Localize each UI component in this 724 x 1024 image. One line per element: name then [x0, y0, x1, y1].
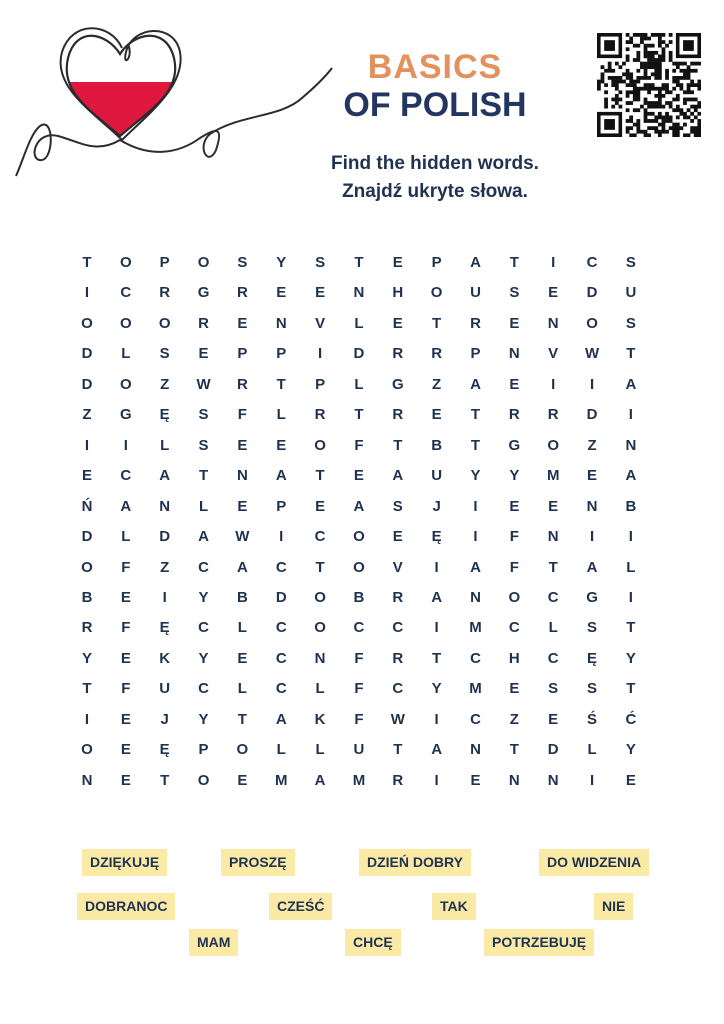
- grid-letter: E: [81, 467, 92, 485]
- grid-letter: Ę: [587, 649, 598, 667]
- grid-letter: O: [81, 314, 93, 332]
- grid-letter: C: [470, 649, 481, 667]
- grid-letter: I: [473, 497, 478, 515]
- grid-letter: E: [509, 375, 520, 393]
- grid-letter: O: [158, 314, 171, 332]
- grid-letter: D: [586, 406, 598, 424]
- grid-letter: C: [547, 649, 559, 667]
- grid-letter: O: [430, 284, 443, 302]
- grid-letter: T: [393, 741, 403, 759]
- grid-letter: E: [509, 680, 520, 698]
- grid-letter: E: [470, 771, 481, 789]
- grid-letter: R: [508, 406, 520, 424]
- grid-letter: M: [469, 680, 482, 698]
- grid-letter: C: [392, 680, 404, 698]
- grid-letter: Ę: [159, 741, 170, 759]
- grid-letter: F: [354, 710, 364, 728]
- grid-letter: O: [120, 375, 132, 393]
- grid-letter: C: [314, 528, 326, 546]
- grid-letter: S: [237, 254, 248, 271]
- grid-letter: L: [160, 436, 170, 454]
- grid-letter: N: [470, 588, 481, 606]
- grid-letter: P: [470, 345, 481, 363]
- grid-letter: R: [392, 588, 404, 606]
- grid-letter: E: [315, 284, 326, 302]
- grid-letter: Z: [160, 375, 170, 393]
- grid-letter: T: [354, 254, 364, 271]
- word-chip-dziekuje: DZIĘKUJĘ: [82, 849, 167, 876]
- grid-letter: T: [626, 680, 636, 698]
- grid-letter: O: [120, 254, 132, 271]
- grid-letter: Y: [625, 649, 636, 667]
- grid-letter: A: [470, 558, 481, 576]
- grid-letter: N: [547, 528, 559, 546]
- grid-letter: R: [392, 771, 404, 789]
- grid-letter: W: [390, 710, 405, 728]
- grid-letter: F: [354, 649, 364, 667]
- grid-letter: R: [236, 284, 248, 302]
- grid-letter: R: [81, 619, 93, 637]
- grid-letter: H: [392, 284, 404, 302]
- grid-letter: M: [352, 771, 366, 789]
- grid-letter: P: [237, 345, 248, 363]
- grid-letter: Y: [625, 741, 636, 759]
- grid-letter: N: [81, 771, 93, 789]
- grid-letter: E: [548, 284, 559, 302]
- grid-letter: N: [314, 649, 326, 667]
- grid-letter: I: [589, 528, 595, 546]
- grid-letter: O: [508, 588, 521, 606]
- grid-letter: A: [586, 558, 598, 576]
- grid-letter: E: [237, 497, 248, 515]
- grid-letter: T: [82, 254, 92, 271]
- grid-letter: R: [392, 649, 404, 667]
- grid-letter: O: [314, 619, 326, 637]
- word-chip-potrzebuje: POTRZEBUJĘ: [484, 929, 594, 956]
- grid-letter: Y: [276, 254, 287, 271]
- grid-letter: G: [586, 588, 598, 606]
- grid-letter: Ę: [159, 406, 170, 424]
- grid-letter: I: [84, 436, 90, 454]
- grid-letter: I: [473, 528, 478, 546]
- grid-letter: I: [628, 406, 633, 424]
- grid-letter: B: [81, 588, 93, 606]
- grid-letter: L: [315, 680, 325, 698]
- grid-letter: C: [120, 284, 132, 302]
- grid-letter: T: [276, 375, 286, 393]
- grid-letter: A: [275, 710, 287, 728]
- grid-letter: C: [275, 619, 287, 637]
- grid-letter: T: [626, 345, 636, 363]
- grid-letter: T: [315, 467, 325, 485]
- grid-letter: S: [625, 254, 636, 271]
- grid-letter: D: [547, 741, 559, 759]
- grid-letter: T: [626, 619, 636, 637]
- grid-letter: E: [548, 710, 559, 728]
- grid-letter: I: [589, 375, 595, 393]
- grid-letter: I: [628, 528, 633, 546]
- grid-letter: A: [431, 588, 443, 606]
- grid-letter: C: [120, 467, 132, 485]
- grid-letter: K: [159, 649, 171, 667]
- grid-letter: A: [625, 375, 637, 393]
- grid-letter: E: [120, 710, 131, 728]
- grid-letter: R: [159, 284, 171, 302]
- grid-letter: S: [315, 254, 326, 271]
- grid-letter: T: [354, 406, 364, 424]
- grid-letter: S: [587, 619, 598, 637]
- grid-letter: P: [276, 497, 287, 515]
- grid-letter: A: [198, 528, 209, 546]
- word-chip-dobranoc: DOBRANOC: [77, 893, 175, 920]
- grid-letter: L: [121, 528, 131, 546]
- word-chip-mam: MAM: [189, 929, 238, 956]
- grid-letter: D: [353, 345, 365, 363]
- grid-letter: Y: [470, 467, 481, 485]
- grid-letter: L: [121, 345, 131, 363]
- grid-letter: A: [431, 741, 443, 759]
- grid-letter: C: [198, 558, 209, 576]
- grid-letter: N: [353, 284, 365, 302]
- grid-letter: R: [198, 314, 209, 332]
- grid-letter: E: [120, 649, 131, 667]
- grid-letter: Ć: [625, 710, 637, 728]
- grid-letter: Y: [198, 588, 209, 606]
- grid-letter: E: [120, 588, 131, 606]
- grid-letter: L: [587, 741, 597, 759]
- grid-letter: E: [237, 649, 248, 667]
- grid-letter: F: [121, 680, 131, 698]
- grid-letter: G: [391, 375, 404, 393]
- grid-letter: N: [625, 436, 637, 454]
- grid-letter: Z: [432, 375, 442, 393]
- grid-letter: A: [470, 375, 481, 393]
- grid-letter: N: [586, 497, 598, 515]
- grid-letter: O: [314, 588, 326, 606]
- grid-letter: Ę: [431, 528, 442, 546]
- grid-letter: N: [547, 771, 559, 789]
- grid-letter: T: [393, 436, 403, 454]
- grid-letter: T: [82, 680, 92, 698]
- grid-letter: N: [508, 771, 520, 789]
- grid-letter: C: [198, 619, 209, 637]
- grid-letter: A: [625, 467, 637, 485]
- grid-letter: R: [470, 314, 481, 332]
- grid-letter: G: [120, 406, 132, 424]
- grid-letter: O: [197, 254, 210, 271]
- grid-letter: O: [353, 528, 365, 546]
- grid-letter: F: [354, 436, 364, 454]
- grid-letter: S: [625, 314, 636, 332]
- grid-letter: S: [198, 436, 209, 454]
- grid-letter: E: [509, 497, 520, 515]
- grid-letter: E: [120, 771, 131, 789]
- grid-letter: A: [275, 467, 287, 485]
- word-chip-czesc: CZEŚĆ: [269, 893, 332, 920]
- grid-letter: N: [275, 314, 287, 332]
- grid-letter: I: [318, 345, 323, 363]
- grid-letter: U: [159, 680, 171, 698]
- grid-letter: B: [353, 588, 365, 606]
- grid-letter: T: [237, 710, 247, 728]
- grid-letter: G: [197, 284, 210, 302]
- grid-letter: W: [584, 345, 600, 363]
- grid-letter: S: [548, 680, 559, 698]
- grid-letter: R: [431, 345, 443, 363]
- grid-letter: A: [159, 467, 171, 485]
- grid-letter: Z: [160, 558, 170, 576]
- grid-letter: P: [431, 254, 442, 271]
- grid-letter: O: [81, 741, 93, 759]
- grid-letter: E: [353, 467, 364, 485]
- grid-letter: M: [546, 467, 560, 485]
- grid-letter: T: [509, 741, 519, 759]
- grid-letter: I: [434, 619, 439, 637]
- title-line-2: OF POLISH: [343, 86, 527, 124]
- grid-letter: E: [392, 314, 403, 332]
- grid-letter: I: [589, 771, 595, 789]
- grid-letter: V: [392, 558, 403, 576]
- grid-letter: E: [392, 528, 403, 546]
- grid-letter: Y: [509, 467, 520, 485]
- grid-letter: A: [470, 254, 481, 271]
- grid-letter: E: [315, 497, 326, 515]
- grid-letter: Y: [198, 710, 209, 728]
- grid-letter: E: [276, 284, 287, 302]
- grid-letter: I: [84, 710, 90, 728]
- grid-letter: T: [160, 771, 170, 789]
- grid-letter: F: [121, 619, 131, 637]
- word-chip-chce: CHCĘ: [345, 929, 401, 956]
- grid-letter: B: [236, 588, 248, 606]
- grid-letter: Y: [431, 680, 442, 698]
- grid-letter: I: [279, 528, 284, 546]
- grid-letter: A: [353, 497, 365, 515]
- grid-letter: C: [198, 680, 209, 698]
- grid-letter: U: [353, 741, 365, 759]
- title-line-1: BASICS: [367, 48, 503, 86]
- word-chip-do-widzenia: DO WIDZENIA: [539, 849, 649, 876]
- grid-letter: R: [236, 375, 248, 393]
- grid-letter: E: [392, 254, 403, 271]
- grid-letter: T: [315, 558, 325, 576]
- grid-letter: I: [551, 254, 556, 271]
- grid-letter: Ś: [587, 710, 598, 728]
- grid-letter: S: [509, 284, 520, 302]
- grid-letter: B: [625, 497, 637, 515]
- grid-letter: L: [198, 497, 209, 515]
- grid-letter: I: [162, 588, 167, 606]
- grid-letter: N: [508, 345, 520, 363]
- grid-letter: P: [198, 741, 209, 759]
- grid-letter: W: [235, 528, 250, 546]
- grid-letter: T: [198, 467, 209, 485]
- grid-letter: V: [548, 345, 559, 363]
- grid-letter: O: [120, 314, 132, 332]
- grid-letter: I: [434, 558, 439, 576]
- grid-letter: F: [354, 680, 364, 698]
- grid-letter: S: [587, 680, 598, 698]
- grid-letter: Z: [82, 406, 92, 424]
- grid-letter: V: [315, 314, 326, 332]
- grid-letter: I: [628, 588, 633, 606]
- grid-letter: C: [275, 558, 287, 576]
- grid-letter: L: [354, 314, 364, 332]
- grid-letter: E: [625, 771, 636, 789]
- grid-letter: T: [470, 406, 481, 424]
- grid-letter: E: [276, 436, 287, 454]
- word-chip-prosze: PROSZĘ: [221, 849, 295, 876]
- grid-letter: O: [547, 436, 560, 454]
- grid-letter: D: [159, 528, 171, 546]
- word-chip-dzien-dobry: DZIEŃ DOBRY: [359, 849, 471, 876]
- grid-letter: I: [123, 436, 128, 454]
- grid-letter: E: [431, 406, 442, 424]
- grid-letter: O: [314, 436, 326, 454]
- grid-letter: P: [276, 345, 287, 363]
- grid-letter: B: [431, 436, 443, 454]
- grid-letter: S: [392, 497, 403, 515]
- grid-letter: H: [508, 649, 520, 667]
- grid-letter: T: [432, 314, 442, 332]
- grid-letter: L: [237, 680, 247, 698]
- grid-letter: U: [431, 467, 443, 485]
- instructions-english: Find the hidden words.: [331, 153, 539, 174]
- grid-letter: L: [548, 619, 558, 637]
- grid-letter: Ń: [81, 497, 93, 515]
- grid-letter: J: [432, 497, 441, 515]
- grid-letter: R: [547, 406, 559, 424]
- grid-letter: N: [159, 497, 171, 515]
- grid-letter: L: [276, 741, 286, 759]
- grid-letter: N: [470, 741, 481, 759]
- grid-letter: E: [587, 467, 598, 485]
- grid-letter: F: [237, 406, 247, 424]
- grid-letter: D: [81, 528, 93, 546]
- grid-letter: G: [508, 436, 521, 454]
- grid-letter: D: [586, 284, 598, 302]
- grid-letter: U: [625, 284, 637, 302]
- word-chip-tak: TAK: [432, 893, 476, 920]
- grid-letter: C: [353, 619, 365, 637]
- grid-letter: I: [434, 710, 439, 728]
- grid-letter: O: [236, 741, 249, 759]
- grid-letter: A: [314, 771, 326, 789]
- grid-letter: E: [198, 345, 209, 363]
- grid-letter: A: [120, 497, 132, 515]
- grid-letter: E: [120, 741, 131, 759]
- grid-letter: N: [547, 314, 559, 332]
- instructions-polish: Znajdź ukryte słowa.: [342, 181, 528, 202]
- grid-letter: D: [81, 345, 93, 363]
- grid-letter: S: [159, 345, 170, 363]
- grid-letter: T: [509, 254, 519, 271]
- grid-letter: L: [237, 619, 247, 637]
- grid-letter: A: [236, 558, 248, 576]
- grid-letter: Z: [509, 710, 519, 728]
- grid-letter: C: [275, 649, 287, 667]
- grid-letter: A: [392, 467, 404, 485]
- grid-letter: F: [509, 528, 519, 546]
- grid-letter: R: [392, 345, 404, 363]
- grid-letter: E: [509, 314, 520, 332]
- grid-letter: L: [626, 558, 636, 576]
- grid-letter: W: [196, 375, 211, 393]
- grid-letter: T: [470, 436, 481, 454]
- grid-letter: L: [315, 741, 325, 759]
- grid-letter: E: [548, 497, 559, 515]
- grid-letter: L: [354, 375, 364, 393]
- grid-letter: L: [276, 406, 286, 424]
- grid-letter: U: [470, 284, 481, 302]
- grid-letter: C: [470, 710, 481, 728]
- grid-letter: C: [586, 254, 598, 271]
- grid-letter: C: [392, 619, 404, 637]
- grid-letter: I: [84, 284, 90, 302]
- grid-letter: F: [509, 558, 519, 576]
- grid-letter: O: [81, 558, 93, 576]
- grid-letter: F: [121, 558, 131, 576]
- grid-letter: T: [548, 558, 558, 576]
- grid-letter: O: [586, 314, 598, 332]
- word-chip-nie: NIE: [594, 893, 633, 920]
- grid-letter: C: [275, 680, 287, 698]
- grid-letter: R: [314, 406, 326, 424]
- grid-letter: O: [353, 558, 365, 576]
- grid-letter: S: [198, 406, 209, 424]
- grid-letter: I: [434, 771, 439, 789]
- grid-letter: M: [469, 619, 482, 637]
- grid-letter: D: [81, 375, 93, 393]
- grid-letter: K: [314, 710, 326, 728]
- grid-letter: T: [432, 649, 442, 667]
- grid-letter: I: [551, 375, 556, 393]
- grid-letter: Y: [198, 649, 209, 667]
- grid-letter: P: [159, 254, 170, 271]
- grid-letter: E: [237, 436, 248, 454]
- grid-letter: Z: [587, 436, 597, 454]
- grid-letter: C: [547, 588, 559, 606]
- grid-letter: D: [275, 588, 287, 606]
- grid-letter: R: [392, 406, 404, 424]
- grid-letter: Ę: [159, 619, 170, 637]
- grid-letter: C: [508, 619, 520, 637]
- grid-letter: E: [237, 771, 248, 789]
- grid-letter: O: [197, 771, 210, 789]
- grid-letter: P: [315, 375, 326, 393]
- grid-letter: E: [237, 314, 248, 332]
- grid-letter: M: [275, 771, 288, 789]
- grid-letter: Y: [81, 649, 92, 667]
- grid-letter: J: [160, 710, 169, 728]
- grid-letter: N: [236, 467, 248, 485]
